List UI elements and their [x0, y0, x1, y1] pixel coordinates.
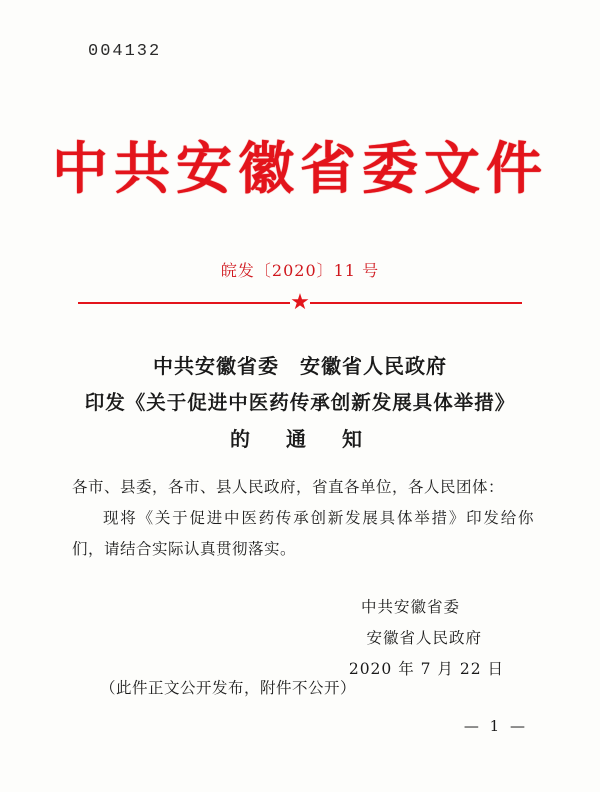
document-body	[72, 472, 534, 565]
document-title-line-2: 印发《关于促进中医药传承创新发展具体举措》	[84, 391, 516, 414]
document-paragraph-1: 现将《关于促进中医药传承创新发展具体举措》印发给你们，请结合实际认真贯彻落实。	[72, 509, 534, 558]
signature-organization-1: 中共安徽省委	[360, 598, 460, 616]
document-masthead-title: 中共安徽省委文件	[52, 136, 548, 202]
document-title-line-1: 中共安徽省委 安徽省人民政府	[153, 354, 447, 378]
document-issue-number: 皖发〔2020〕11 号	[220, 261, 380, 280]
document-title-block	[60, 348, 540, 458]
document-salutation: 各市、县委，各市、县人民政府，省直各单位，各人民团体：	[72, 478, 505, 496]
red-rule-right-segment	[310, 302, 522, 304]
document-serial-number: 004132	[88, 42, 162, 61]
signature-organization-2: 安徽省人民政府	[366, 629, 482, 647]
red-star-icon: ★	[290, 289, 310, 314]
document-title-line-3: 的 通 知	[230, 427, 370, 452]
red-separator-rule	[78, 289, 522, 314]
document-publication-note: （此件正文公开发布，附件不公开）	[100, 679, 357, 697]
document-signature-block	[0, 592, 504, 685]
red-rule-left-segment	[78, 302, 290, 304]
document-page-number: — 1 —	[463, 717, 528, 735]
signature-date: 2020 年 7 月 22 日	[348, 660, 504, 678]
